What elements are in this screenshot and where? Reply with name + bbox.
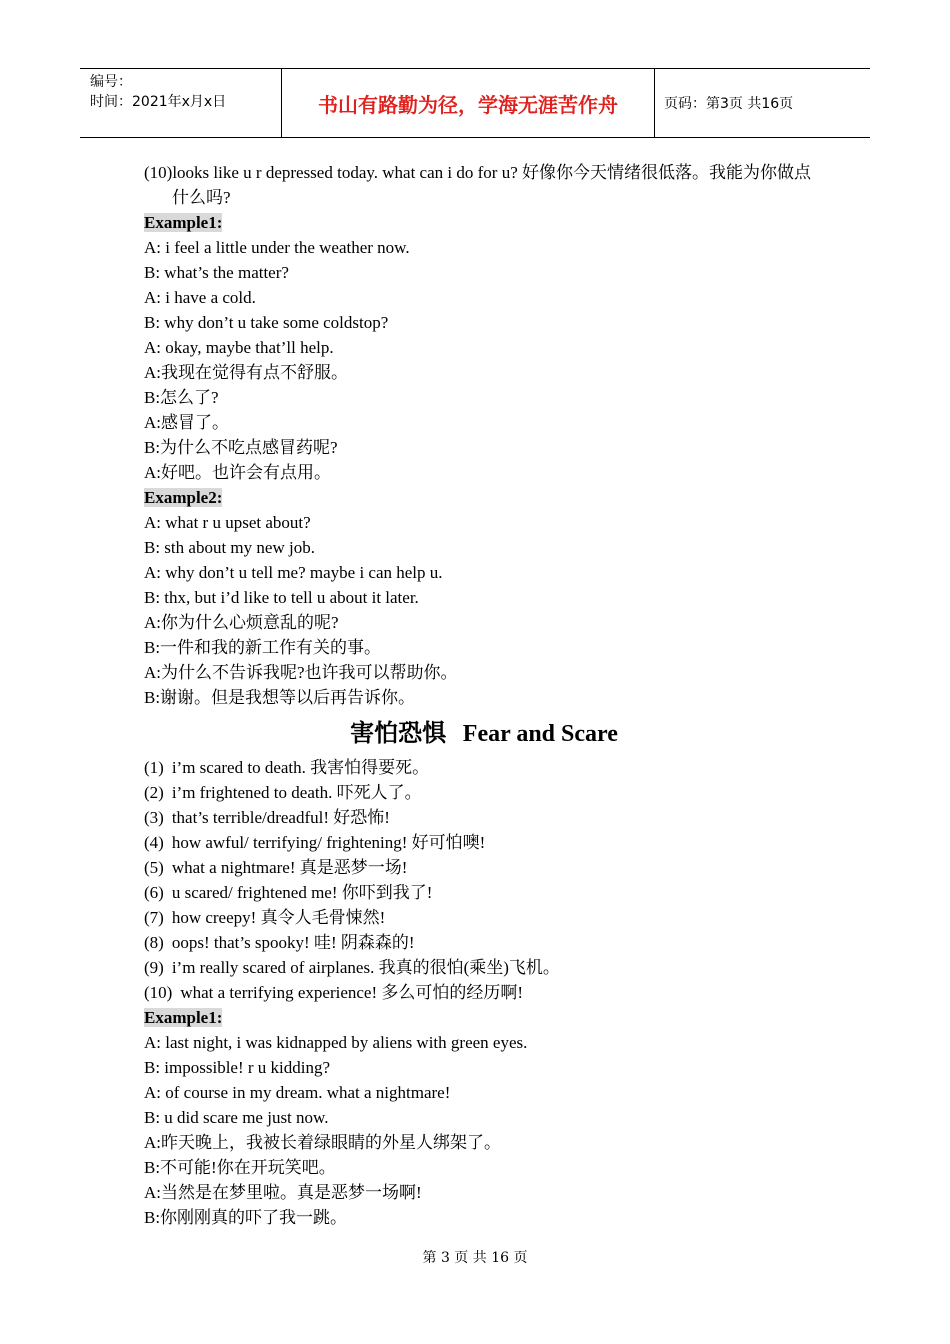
phrase-item: (5) what a nightmare! 真是恶梦一场!: [144, 858, 408, 877]
phrase-item: (9) i’m really scared of airplanes. 我真的很怕(乘坐)飞机。: [144, 958, 560, 977]
dialogue-line: B: thx, but i’d like to tell u about it later.: [144, 588, 419, 607]
phrase-item: (2) i’m frightened to death. 吓死人了。: [144, 783, 422, 802]
dialogue-line: A:我现在觉得有点不舒服。: [144, 363, 348, 382]
dialogue-line: B:不可能!你在开玩笑吧。: [144, 1158, 336, 1177]
dialogue-line: B: sth about my new job.: [144, 538, 315, 557]
dialogue-line: A: i feel a little under the weather now.: [144, 238, 410, 257]
phrase-item: (10) what a terrifying experience! 多么可怕的经历啊!: [144, 983, 524, 1002]
document-body: [144, 160, 824, 1230]
example-label: Example2:: [144, 488, 223, 507]
dialogue-line: B: why don’t u take some coldstop?: [144, 313, 389, 332]
dialogue-line: B: what’s the matter?: [144, 263, 289, 282]
header-motto: 书山有路勤为径，学海无涯苦作舟: [318, 92, 618, 117]
dialogue-line: A: what r u upset about?: [144, 513, 311, 532]
dialogue-line: A: last night, i was kidnapped by aliens with green eyes.: [144, 1033, 528, 1052]
dialogue-line: B:一件和我的新工作有关的事。: [144, 638, 382, 657]
dialogue-line: A: i have a cold.: [144, 288, 256, 307]
dialogue-line: B: impossible! r u kidding?: [144, 1058, 331, 1077]
dialogue-block-2: [144, 510, 824, 710]
dialogue-line: A: why don’t u tell me? maybe i can help u.: [144, 563, 443, 582]
header-divider: [654, 69, 655, 137]
header-page-info: 页码：第3页 共16页: [664, 96, 794, 112]
phrase-item: (1) i’m scared to death. 我害怕得要死。: [144, 758, 430, 777]
phrase-item: (6) u scared/ frightened me! 你吓到我了!: [144, 883, 433, 902]
intro-line: (10)looks like u r depressed today. what can i do for u? 好像你今天情绪很低落。我能为你做点什么吗?: [144, 163, 811, 207]
dialogue-line: B: u did scare me just now.: [144, 1108, 329, 1127]
dialogue-line: B:你刚刚真的吓了我一跳。: [144, 1208, 348, 1227]
section-title-en: Fear and Scare: [462, 721, 618, 747]
dialogue-line: B:谢谢。但是我想等以后再告诉你。: [144, 688, 416, 707]
phrase-item: (8) oops! that’s spooky! 哇! 阴森森的!: [144, 933, 415, 952]
number-label: 编号：: [90, 74, 132, 90]
time-label: 时间：2021年x月x日: [90, 94, 227, 110]
phrase-item: (4) how awful/ terrifying/ frightening! 好可怕噢!: [144, 833, 486, 852]
phrase-list: [144, 755, 824, 1005]
dialogue-block-1: [144, 235, 824, 485]
dialogue-line: A:好吧。也许会有点用。: [144, 463, 331, 482]
dialogue-block-3: [144, 1030, 824, 1230]
dialogue-line: A: okay, maybe that’ll help.: [144, 338, 334, 357]
dialogue-line: A:为什么不告诉我呢?也许我可以帮助你。: [144, 663, 458, 682]
dialogue-line: A: of course in my dream. what a nightmare!: [144, 1083, 451, 1102]
example-label: Example1:: [144, 1008, 223, 1027]
dialogue-line: A:昨天晚上，我被长着绿眼睛的外星人绑架了。: [144, 1133, 501, 1152]
dialogue-line: B:为什么不吃点感冒药呢?: [144, 438, 338, 457]
header-meta: [90, 72, 226, 112]
dialogue-line: A:你为什么心烦意乱的呢?: [144, 613, 339, 632]
dialogue-line: A:当然是在梦里啦。真是恶梦一场啊!: [144, 1183, 422, 1202]
phrase-item: (3) that’s terrible/dreadful! 好恐怖!: [144, 808, 390, 827]
page-footer: 第 3 页 共 16 页: [422, 1250, 528, 1266]
dialogue-line: A:感冒了。: [144, 413, 229, 432]
phrase-item: (7) how creepy! 真令人毛骨悚然!: [144, 908, 386, 927]
dialogue-line: B:怎么了?: [144, 388, 219, 407]
section-title: [144, 718, 824, 749]
page-header: [80, 68, 870, 138]
section-title-cn: 害怕恐惧: [350, 718, 447, 747]
example-label: Example1:: [144, 213, 223, 232]
